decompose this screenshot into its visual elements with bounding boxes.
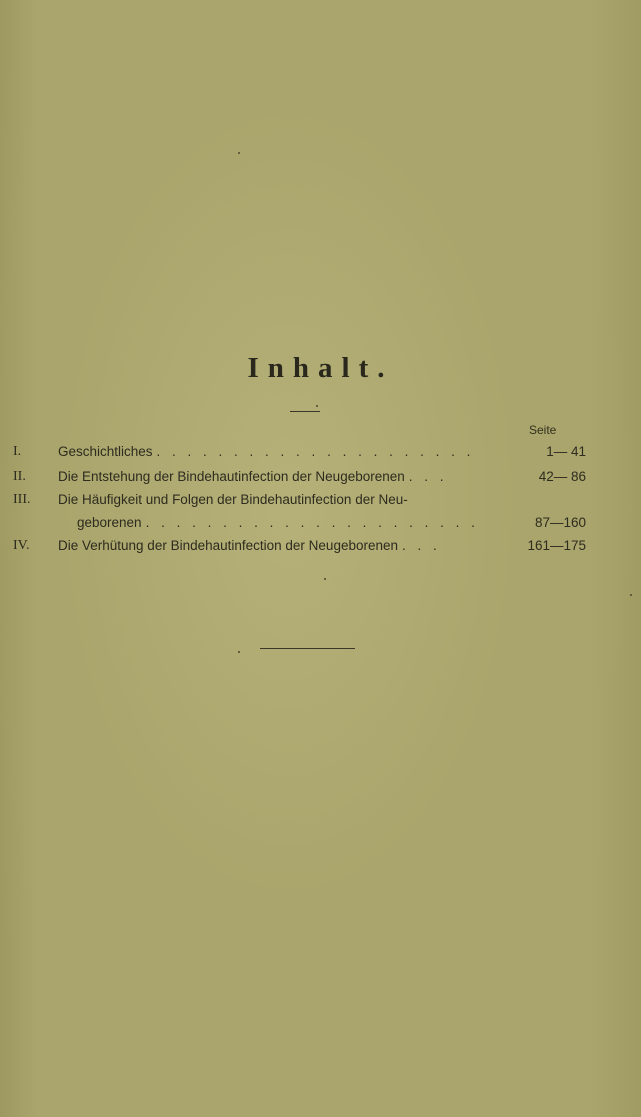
paper-speck xyxy=(238,651,240,653)
page-column-header: Seite xyxy=(529,423,557,437)
toc-entry-4 xyxy=(0,538,641,558)
leader-dots: . . . xyxy=(408,469,448,484)
leader-dots: . . . xyxy=(402,538,441,553)
toc-entry-number: II. xyxy=(13,469,26,484)
toc-entry-text: Geschichtliches . . . . . . . . . . . . . . . . . . . . . xyxy=(58,444,475,459)
toc-entry-2 xyxy=(0,469,641,489)
paper-speck xyxy=(630,594,632,596)
title-divider xyxy=(290,411,320,412)
toc-entry-3-continued xyxy=(0,515,641,535)
leader-dots: . . . . . . . . . . . . . . . . . . . . . . xyxy=(145,515,479,530)
page-title: Inhalt. xyxy=(247,352,394,384)
toc-entry-text: geborenen . . . . . . . . . . . . . . . . . . . . . . xyxy=(77,515,479,530)
toc-entry-number: III. xyxy=(13,492,31,507)
toc-entry-text: Die Häufigkeit und Folgen der Bindehautinfection der Neu- xyxy=(58,492,408,507)
toc-entry-text: Die Verhütung der Bindehautinfection der Neugeborenen . . . xyxy=(58,538,441,553)
toc-entry-pages: 42— 86 xyxy=(538,469,586,484)
paper-speck xyxy=(324,578,326,580)
toc-entry-1 xyxy=(0,444,641,464)
toc-entry-number: I. xyxy=(13,444,22,459)
toc-entry-pages: 1— 41 xyxy=(546,444,586,459)
paper-speck xyxy=(316,405,318,407)
toc-entry-3 xyxy=(0,492,641,512)
toc-entry-pages: 87—160 xyxy=(534,515,586,530)
paper-speck xyxy=(238,152,240,154)
closing-divider xyxy=(260,648,355,649)
toc-entry-pages: 161—175 xyxy=(527,538,586,553)
leader-dots: . . . . . . . . . . . . . . . . . . . . . xyxy=(156,444,475,459)
toc-entry-text: Die Entstehung der Bindehautinfection der Neugeborenen . . . xyxy=(58,469,448,484)
toc-entry-number: IV. xyxy=(13,538,30,553)
